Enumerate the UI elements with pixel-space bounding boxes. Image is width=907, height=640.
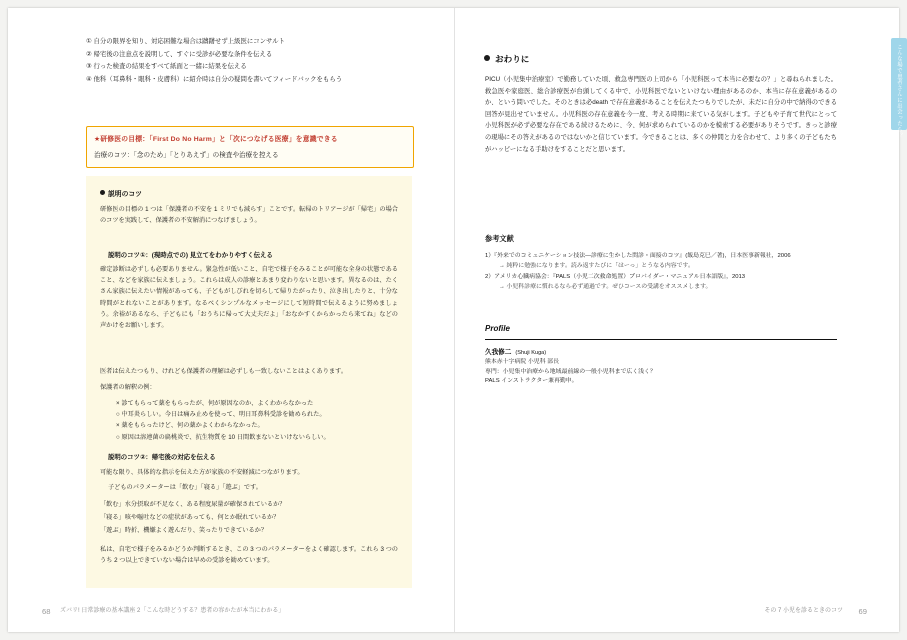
list-item: 「飲む」水分摂取が不足なく、ある程度尿量が確保されているか？: [100, 501, 286, 508]
reference-note: → 純粋に勉強になります。読み返すたびに「はーっ」とうなる内容です。: [499, 263, 694, 270]
list-item: × 診てもらって薬をもらったが、何が原因なのか、よくわからなかった: [116, 400, 314, 407]
reference-item: 2）アメリカ心臓病協会：『PALS（小児二次救命処置）プロバイダー・マニュアル日本語版』，2013: [485, 273, 746, 280]
list-item: × 薬をもらったけど、何の薬かよくわからなかった。: [116, 422, 264, 430]
reference-item: 1）『外来でのコミュニケーション技法―診療に生かした問診・面接のコツ』(飯島克巳／著)，日本医事新報社，2006: [485, 253, 791, 259]
list-item: ④ 他科（耳鼻科・眼科・皮膚科）に紹介時は自分の疑問を書いてフィードバックをもらう: [86, 75, 343, 83]
tip-section-panel: [86, 176, 412, 588]
book-spread: [8, 8, 902, 632]
profile-line: 専門：小児集中治療から地域最前線の一般小児科まで広く浅く？: [485, 368, 656, 375]
section-thumb-tab: [891, 38, 907, 139]
tip-heading-label: 説明のコツ: [108, 191, 142, 198]
list-item: 「遊ぶ」時折、機嫌よく遊んだり、笑ったりできているか？: [100, 527, 268, 534]
profile-heading: Profile: [485, 324, 510, 333]
profile-line: PALS インストラクター兼再勤申。: [485, 378, 578, 385]
references-heading: 参考文献: [485, 234, 514, 243]
profile-line: 熊本赤十字病院 小児科 部長: [485, 359, 559, 365]
tip-2-parameters-line: 子どものパラメーターは「飲む」「寝る」「遊ぶ」です。: [108, 484, 262, 491]
closing-body-paragraph: PICU（小児集中治療室）で勤務していた頃、救急専門医の上司から「小児科医って本当に必要なの？」と尋ねられました。救急医や家庭医、総合診療医が台頭してくる中で、小児科医でないといけない理由があるのか、本当に存在意義があるのか、という問いでした。そのときは必death で存在意義があることを伝えたつもりでしたが、未だに自分の中で納得のできる回答が見出せていません。小児科医の存在意義を今一度、考える時期に来ている気がします。子どもや子育て世代にとって小児科医が必ず必要な存在である続けるために、今、何が求められているのかを模索する必要がありそうです。きっと診療の現場にその答えがあるのではないかと信じています。今できることは、多くの仲間と力を合わせて、より多くの子どもたちがハッピーになる手助けをすることだと思います。: [485, 76, 837, 153]
references-list: [485, 251, 837, 293]
examples-list: [116, 398, 406, 443]
profile-name: [485, 346, 546, 356]
section-thumb-tab-label: こんな場で患者さんに出会ったら？: [896, 44, 902, 139]
profile-divider: [485, 339, 837, 340]
running-footer-right: その 7 小児を診るときのコツ: [764, 608, 843, 614]
tip-2-heading: 説明のコツ②：帰宅後の対応を伝える: [108, 454, 216, 461]
tip-section-heading: [100, 188, 142, 198]
list-item: ① 自分の限界を知り、対応困難な場合は躊躇せず上級医にコンサルト: [86, 38, 285, 45]
examples-label: 保護者の解釈の例：: [100, 384, 156, 391]
page-number-right: 69: [858, 607, 867, 616]
list-item: ○ 原因は溶連菌の扁桃炎で、抗生物質を 10 日間飲まないといけないらしい。: [116, 433, 330, 441]
profile-name-roman: (Shuji Kuga): [515, 350, 547, 356]
bullet-dot-icon: [484, 55, 490, 61]
tip-intro-paragraph: 研修医の目標の 1 つは「保護者の不安を 1 ミリでも減らす」ことです。転帰のトリアージが「帰宅」の場合のコツを実践して、保護者の不安解消につなげましょう。: [100, 206, 398, 225]
tip-1-body: 確定診断は必ずしも必要ありません。緊急性が低いこと、自宅で様子をみることが可能な全身の状態であること、などを家族に伝えましょう。これらは成人の診療とあまり変わりないと思います。異なるのは、たくさん家族に伝えたい情報があっても、子どもがしびれを切らして帰りたがったり、泣き出したりと、十分な時間がとれないことがあります。なるべくシンプルなメッセージにして短時間で伝えるように努めましょう。余裕があるなら、子どもにも「おうちに帰って大丈夫だよ」「おなかすくからかったら来てね」などの声かけをお願いします。: [100, 266, 398, 330]
tip-closing-paragraph: 私は、自宅で様子をみるかどうか判断するとき、この 3 つのパラメーターをよく確認します。これら 3 つのうち 2 つ以上できていない場合は早めの受診を勧めています。: [100, 546, 398, 565]
closing-heading-label: おわりに: [495, 54, 530, 64]
reference-note: → 小児科診療に慣れるなら必ず通過です。ぜひコースの受講をオススメします。: [499, 284, 712, 291]
right-page: [454, 8, 902, 632]
page-number-left: 68: [42, 607, 51, 616]
running-footer-left: ズバリ! 日常診療の基本講座 2「こんな時どうする？患者の容かたが本当にわかる」: [60, 608, 285, 614]
left-page: [8, 8, 453, 632]
numbered-list: [86, 36, 416, 86]
parameters-list: [100, 498, 398, 537]
list-item: ○ 中耳炎らしい。今日は痛み止めを使って、明日耳鼻科受診を勧められた。: [116, 411, 326, 419]
list-item: ② 帰宅後の注意点を説明して、すぐに受診が必要な条件を伝える: [86, 50, 273, 58]
goal-line-secondary: 治療のコツ：「念のため」「とりあえず」の検査や治療を控える: [94, 152, 279, 159]
list-item: ③ 行った検査の結果をすべて紙面と一緒に結果を伝える: [86, 63, 247, 71]
profile-details: [485, 358, 837, 387]
goal-line-primary: ★研修医の目標：「First Do No Harm」と「次につなげる医療」を意識できる: [94, 136, 338, 143]
closing-section-heading: [484, 53, 529, 65]
list-item: 「寝る」咳や嘔吐などの症状があっても、何とか眠れているか？: [100, 514, 280, 521]
bullet-dot-icon: [100, 190, 105, 195]
goal-callout-box: [86, 126, 414, 168]
tip-2-body: 可能な限り、具体的な指示を伝えた方が家族の不安軽減につながります。: [100, 469, 304, 476]
tip-1-body-2: 医者は伝えたつもり、けれども保護者の理解は必ずしも一致しないことはよくあります。: [100, 368, 348, 375]
tip-1-heading: 説明のコツ①：(現時点での) 見立てをわかりやすく伝える: [108, 252, 273, 259]
profile-name-kanji: 久我修二: [485, 349, 512, 356]
